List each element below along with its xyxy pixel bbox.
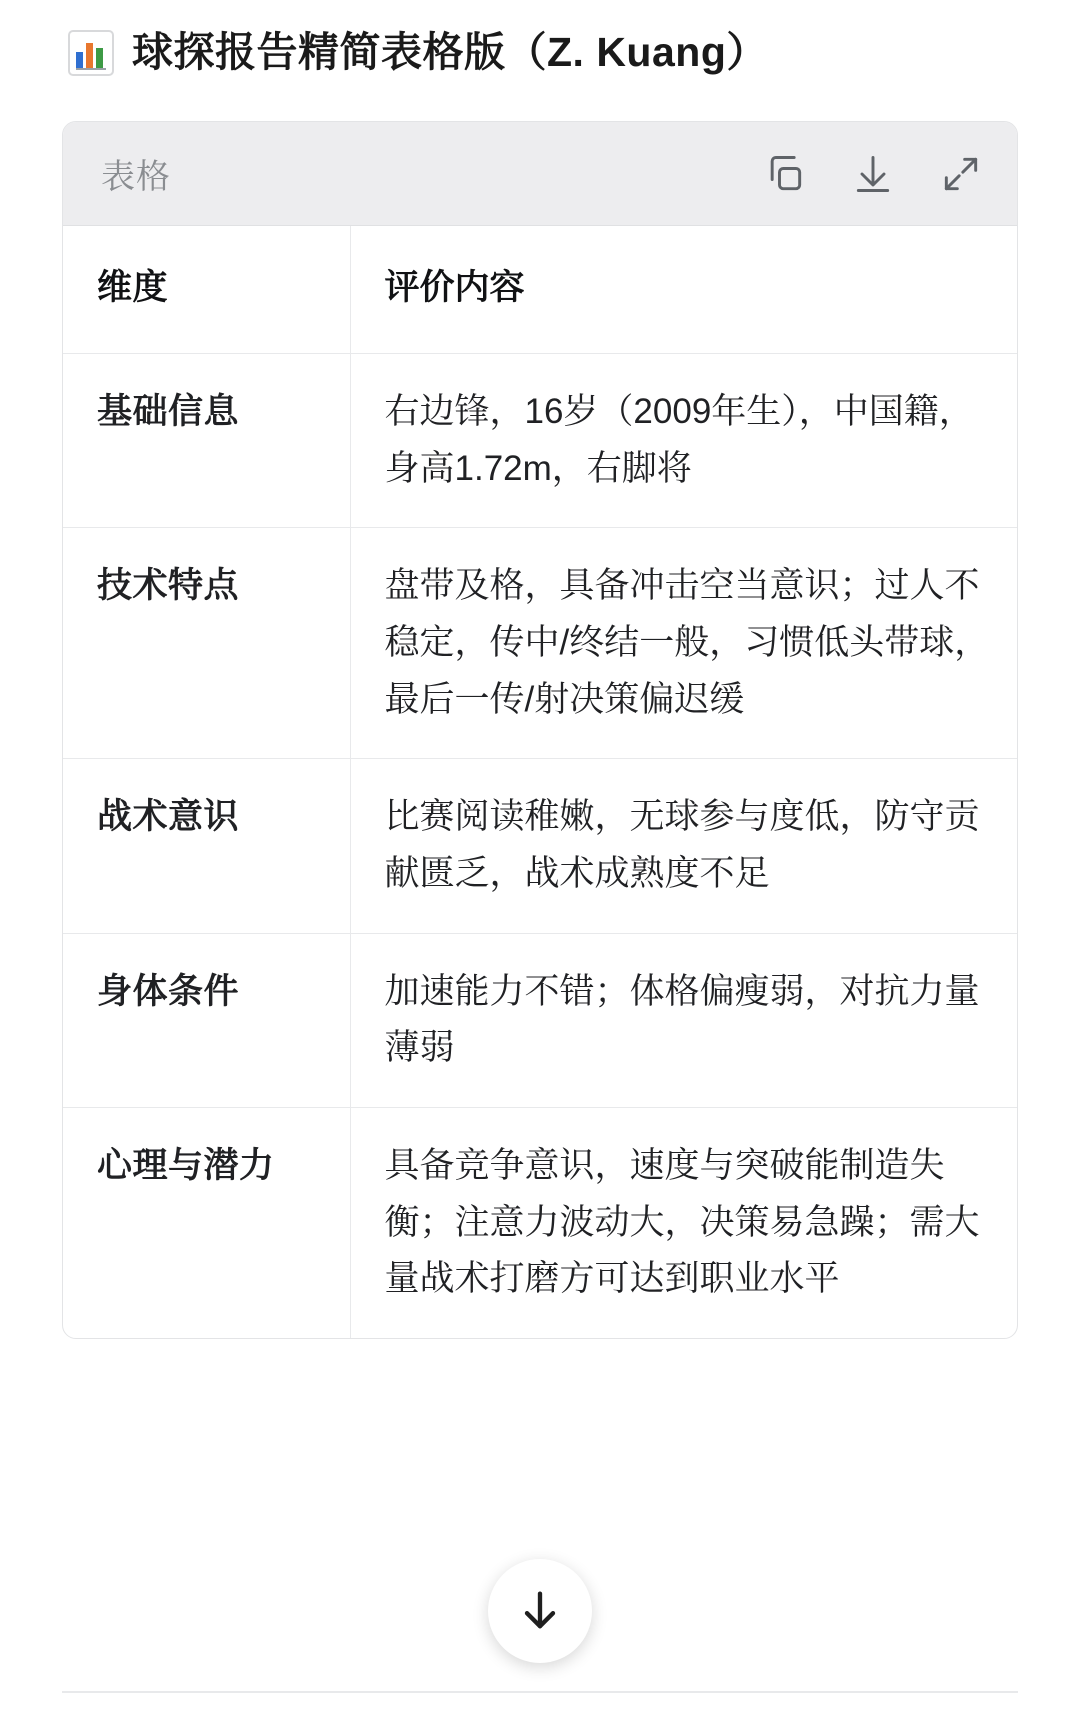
table-row: [63, 353, 1017, 527]
row-content: 盘带及格，具备冲击空当意识；过人不稳定，传中/终结一般，习惯低头带球，最后一传/射决策偏迟缓: [384, 566, 990, 719]
table-card-label: 表格: [101, 158, 171, 197]
bar-chart-icon: [68, 30, 114, 76]
table-header-row: [63, 226, 1017, 353]
scroll-down-icon: [514, 1585, 566, 1637]
table-card-header: [63, 122, 1017, 226]
row-dimension: 基础信息: [63, 353, 350, 527]
row-content: 比赛阅读稚嫩，无球参与度低，防守贡献匮乏，战术成熟度不足: [384, 797, 980, 893]
row-dimension: 身体条件: [63, 933, 350, 1107]
section-divider: [62, 1691, 1018, 1693]
column-header-dimension: 维度: [63, 226, 350, 353]
table-card-actions: [763, 152, 983, 196]
document-header: [0, 0, 1080, 77]
row-dimension: 心理与潜力: [63, 1108, 350, 1339]
scroll-down-button[interactable]: [488, 1559, 592, 1663]
page-title: 球探报告精简表格版（Z. Kuang）: [132, 29, 768, 75]
expand-icon[interactable]: [939, 152, 983, 196]
table-row: [63, 759, 1017, 933]
download-icon[interactable]: [851, 152, 895, 196]
column-header-content: 评价内容: [384, 268, 525, 308]
table-card: [62, 121, 1018, 1339]
row-content: 加速能力不错；体格偏瘦弱，对抗力量薄弱: [384, 971, 980, 1068]
row-content: 右边锋，16岁（2009年生），中国籍，身高1.72m，右脚将: [384, 391, 974, 488]
table-row: [63, 528, 1017, 759]
scout-report-table: [63, 226, 1017, 1338]
row-dimension: 技术特点: [63, 528, 350, 759]
row-dimension: 战术意识: [63, 759, 350, 933]
table-row: [63, 1108, 1017, 1339]
copy-icon[interactable]: [763, 152, 807, 196]
row-content: 具备竞争意识，速度与突破能制造失衡；注意力波动大，决策易急躁；需大量战术打磨方可达到职业水平: [384, 1146, 980, 1299]
table-row: [63, 933, 1017, 1107]
